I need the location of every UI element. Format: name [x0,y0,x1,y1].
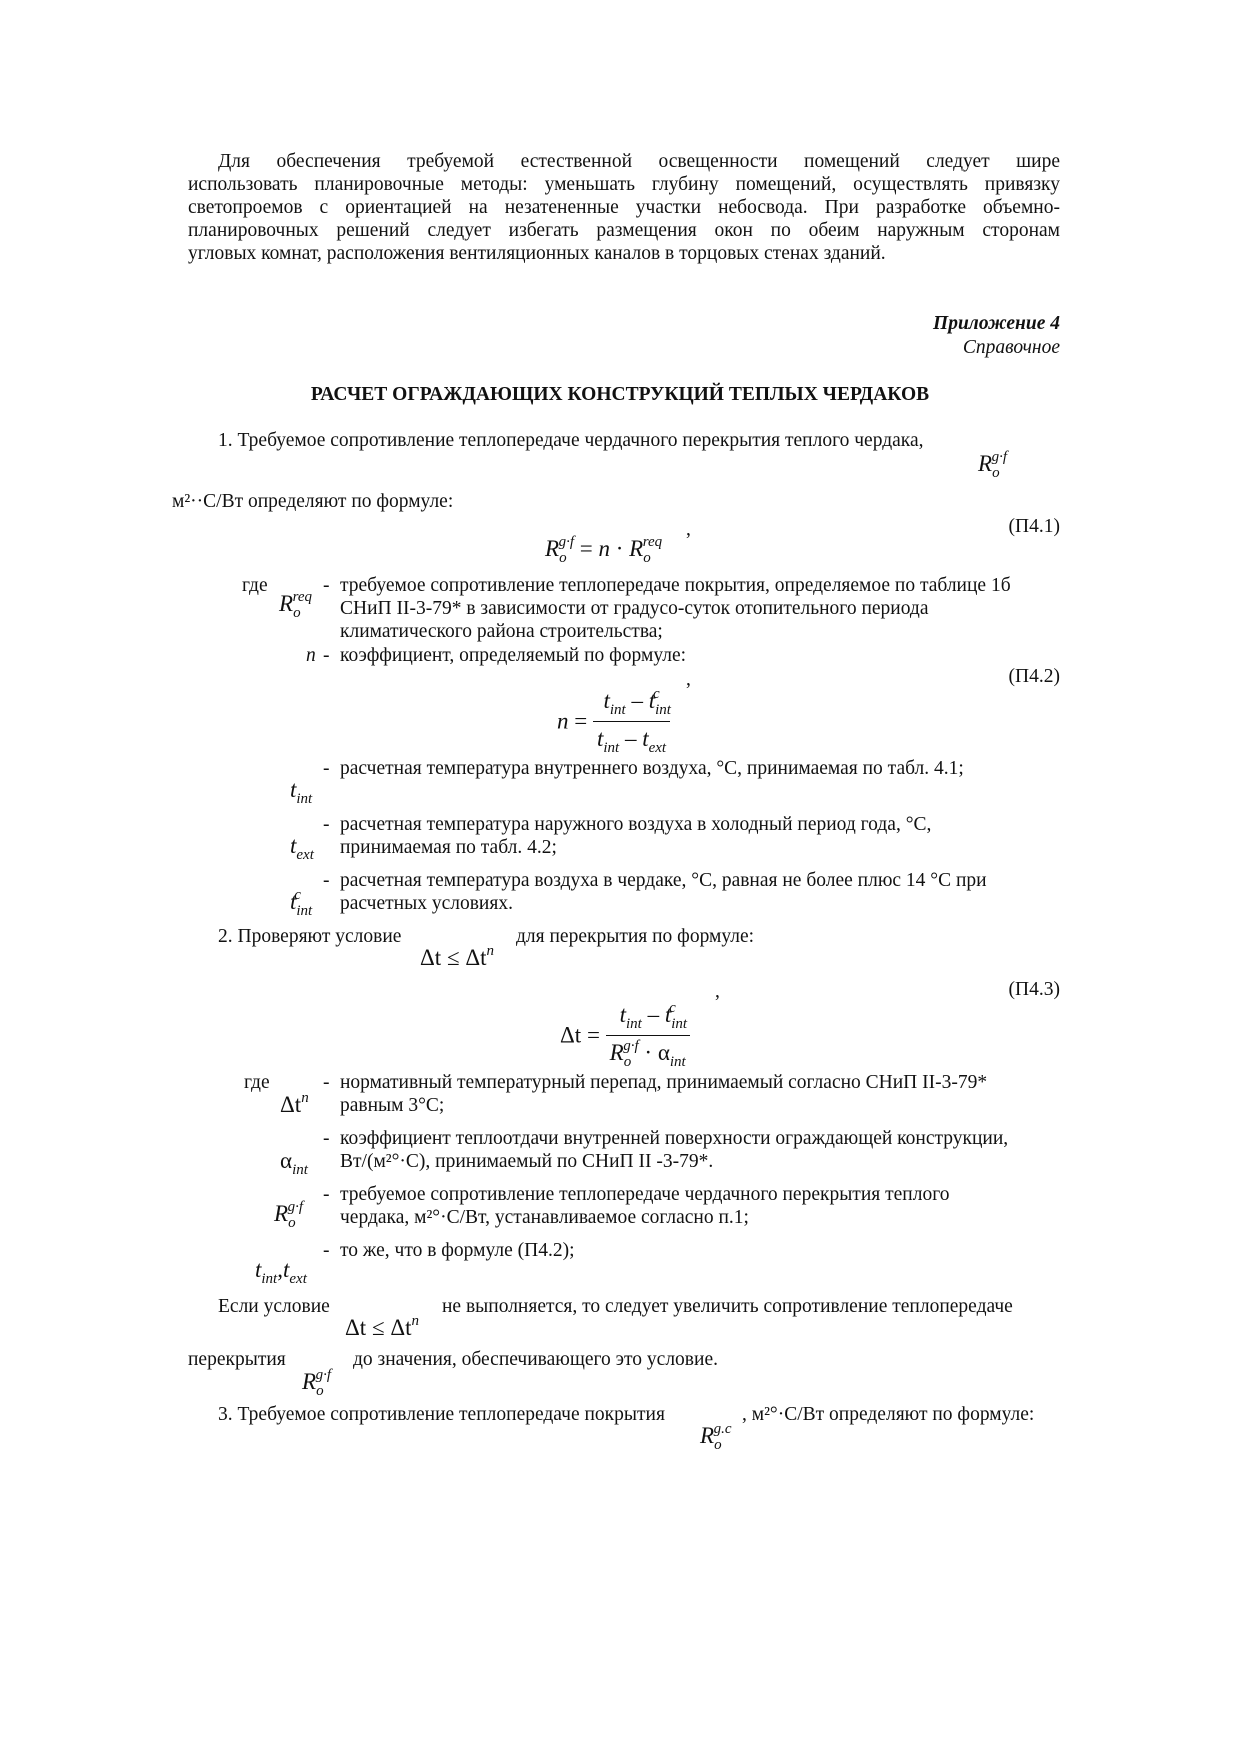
symbol-alpha-int: $\alpha_{int}$ [280,1148,308,1178]
where-label: где [244,1072,270,1093]
section3-text-b: , м²°·С/Вт определяют по формуле: [742,1404,1035,1425]
intro-line: светопроемов с ориентацией на незатененные участки небосвода. При разработке объемно- [188,197,1060,218]
symbol-delta-t-n: $\Delta t^n$ [280,1090,309,1117]
formula-comma: , [715,981,720,1002]
definition-t-c-int: расчетная температура воздуха в чердаке, °С, равная не более плюс 14 °С при [340,870,987,891]
section2-text-b: для перекрытия по формуле: [516,926,755,947]
definition-r-req: требуемое сопротивление теплопередаче покрытия, определяемое по таблице 1б [340,575,1011,596]
formula-p4-2: n = $\frac{t_{int} - t_{int}^c}{t_{int} - t_{ext}}$ [557,686,671,756]
definition-alpha-int-2: Вт/(м²°·С), принимаемый по СНиП II -3-79*. [340,1151,714,1172]
dash: - [323,758,330,779]
symbol-r-gc: $R_o^{g.c}$ [700,1421,732,1453]
formula-p4-3: Δt = $\frac{t_{int} - t_{int}^c}{R_o^{g\cdot f} \cdot \alpha_{int}}$ [560,1000,690,1071]
dash: - [323,1128,330,1149]
condition-text-b: не выполняется, то следует увеличить сопротивление теплопередаче [442,1296,1013,1317]
dash: - [323,575,330,596]
symbol-r-gf: $R_o^{g\cdot f}$ [274,1199,303,1231]
formula-comma: , [686,519,691,540]
page-title: РАСЧЕТ ОГРАЖДАЮЩИХ КОНСТРУКЦИЙ ТЕПЛЫХ ЧЕРДАКОВ [310,384,930,405]
definition-r-req-3: климатического района строительства; [340,621,663,642]
symbol-t-ext: $t_{ext}$ [290,833,314,863]
symbol-r-req: $R_o^{req}$ [279,589,313,621]
formula-label-p4-1: (П4.1) [1008,516,1060,537]
definition-r-gf: требуемое сопротивление теплопередаче чердачного перекрытия теплого [340,1184,950,1205]
definition-t-c-int-2: расчетных условиях. [340,893,513,914]
definition-same: то же, что в формуле (П4.2); [340,1240,575,1261]
definition-r-req-2: СНиП II-3-79* в зависимости от градусо-суток отопительного периода [340,598,929,619]
section3-text-a: 3. Требуемое сопротивление теплопередаче покрытия [218,1404,665,1425]
section2-text-a: 2. Проверяют условие [218,926,402,947]
section1-text: 1. Требуемое сопротивление теплопередаче чердачного перекрытия теплого чердака, [218,430,924,451]
dash: - [323,645,330,666]
definition-alpha-int: коэффициент теплоотдачи внутренней поверхности ограждающей конструкции, [340,1128,1009,1149]
intro-line: планировочных решений следует избегать размещения окон по обеим наружным сторонам [188,220,1060,241]
dash: - [323,814,330,835]
condition-text-c: перекрытия [188,1349,286,1370]
definition-t-ext: расчетная температура наружного воздуха в холодный период года, °С, [340,814,932,835]
condition-delta-t: $\Delta t \le \Delta t^n$ [420,943,494,970]
appendix-note: Справочное [962,337,1060,358]
definition-delta-t-n: нормативный температурный перепад, принимаемый согласно СНиП II-3-79* [340,1072,988,1093]
symbol-t-c-int: $t_{int}^c$ [290,887,313,919]
formula-comma: , [686,669,691,690]
symbol-t-int: $t_{int}$ [290,777,313,807]
dash: - [323,1072,330,1093]
definition-t-int: расчетная температура внутреннего воздуха, °С, принимаемая по табл. 4.1; [340,758,964,779]
intro-line: использовать планировочные методы: уменьшать глубину помещений, осуществлять привязку [188,174,1060,195]
condition-delta-t: $\Delta t \le \Delta t^n$ [345,1313,419,1340]
definition-t-ext-2: принимаемая по табл. 4.2; [340,837,557,858]
symbol-r-gf: $R_o^{g\cdot f}$ [302,1367,331,1399]
condition-text-d: до значения, обеспечивающего это условие. [353,1349,718,1370]
dash: - [323,870,330,891]
section1-units: м²··С/Вт определяют по формуле: [172,491,454,512]
dash: - [323,1184,330,1205]
formula-label-p4-3: (П4.3) [1008,979,1060,1000]
symbol-t-int-ext: $t_{int},t_{ext}$ [255,1257,307,1287]
condition-text-a: Если условие [218,1296,330,1317]
intro-line: угловых комнат, расположения вентиляционных каналов в торцовых стенах зданий. [188,243,886,264]
definition-delta-t-n-2: равным 3°С; [340,1095,445,1116]
definition-n: коэффициент, определяемый по формуле: [340,645,687,666]
formula-p4-1: $R_o^{g\cdot f} = n \cdot R_o^{req}$ [545,534,663,566]
formula-label-p4-2: (П4.2) [1008,666,1060,687]
appendix-label: Приложение 4 [933,313,1060,334]
symbol-n: n [306,645,316,666]
dash: - [323,1240,330,1261]
where-label: где [242,575,268,596]
symbol-r-gf: $R_o^{g\cdot f}$ [978,449,1007,481]
definition-r-gf-2: чердака, м²°·С/Вт, устанавливаемое согласно п.1; [340,1207,749,1228]
intro-paragraph [188,150,1060,265]
intro-line: Для обеспечения требуемой естественной освещенности помещений следует шире [218,151,1060,172]
